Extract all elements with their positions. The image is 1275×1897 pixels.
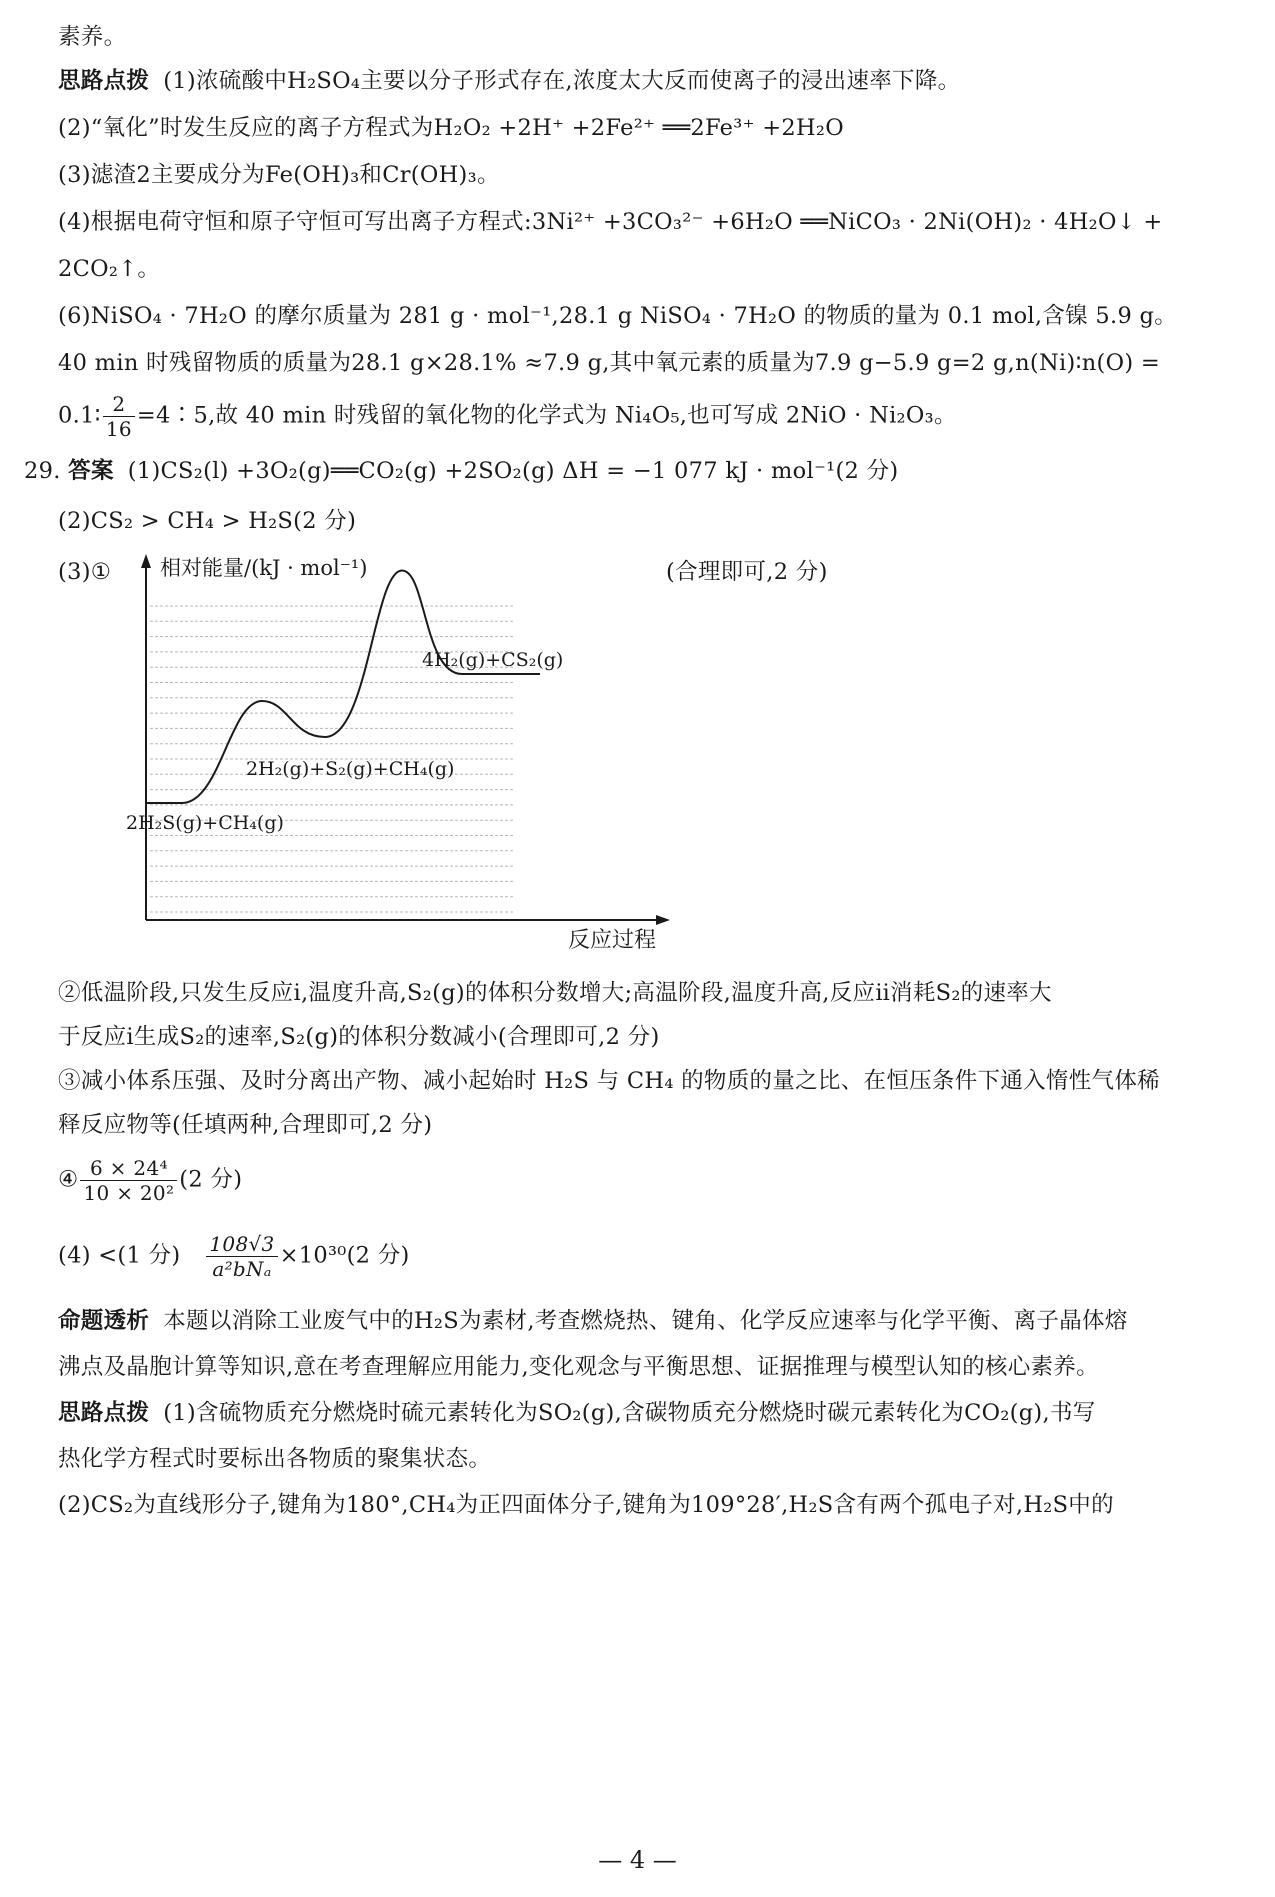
- line-3: (3)滤渣2主要成分为Fe(OH)₃和Cr(OH)₃。: [58, 162, 500, 188]
- y-axis-label: 相对能量/(kJ · mol⁻¹): [160, 556, 368, 580]
- x-axis-label: 反应过程: [568, 928, 657, 953]
- analysis-key: 命题透析: [58, 1308, 150, 1334]
- line-2: (2)“氧化”时发生反应的离子方程式为H₂O₂ +2H⁺ +2Fe²⁺ ══2Fe³⁺ +2H₂O: [58, 115, 844, 141]
- state-label-intermediate: 2H₂(g)+S₂(g)+CH₄(g): [246, 758, 455, 780]
- line-13: 于反应ⅰ生成S₂的速率,S₂(g)的体积分数减小(合理即可,2 分): [58, 1024, 660, 1050]
- state-label-reactants: 2H₂S(g)+CH₄(g): [126, 812, 284, 834]
- fraction: $\frac{2}{16}$: [103, 392, 135, 441]
- line-9: 29. 答案 (1)CS₂(l) +3O₂(g)══CO₂(g) +2SO₂(g) ΔH = −1 077 kJ · mol⁻¹(2 分): [24, 458, 899, 484]
- hint-key: 思路点拨: [58, 1400, 150, 1426]
- line-1: 思路点拨 (1)浓硫酸中H₂SO₄主要以分子形式存在,浓度太大反而使离子的浸出速率下降。: [58, 68, 961, 94]
- answer-key: 答案: [68, 458, 114, 484]
- line-4: (4)根据电荷守恒和原子守恒可写出离子方程式:3Ni²⁺ +3CO₃²⁻ +6H₂O ══NiCO₃ · 2Ni(OH)₂ · 4H₂O↓ +: [58, 209, 1163, 235]
- y-axis-arrow: [141, 554, 151, 568]
- line-0: 素养。: [58, 24, 127, 50]
- question-number: 29.: [24, 458, 61, 484]
- x-axis-arrow: [656, 915, 670, 925]
- line-22: (2)CS₂为直线形分子,键角为180°,CH₄为正四面体分子,键角为109°28′,H₂S含有两个孤电子对,H₂S中的: [58, 1492, 1114, 1518]
- line-8: 0.1∶ $\frac{2}{16}$ =4∶5,故 40 min 时残留的氧化物的化学式为 Ni₄O₅,也可写成 2NiO · Ni₂O₃。: [58, 392, 957, 441]
- line-11-note: (合理即可,2 分): [666, 559, 828, 585]
- line-5: 2CO₂↑。: [58, 256, 161, 282]
- line-6: (6)NiSO₄ · 7H₂O 的摩尔质量为 281 g · mol⁻¹,28.1 g NiSO₄ · 7H₂O 的物质的量为 0.1 mol,含镍 5.9 g。: [58, 303, 1178, 329]
- line-18: 命题透析 本题以消除工业废气中的H₂S为素材,考查燃烧热、键角、化学反应速率与化学平衡、离子晶体熔: [58, 1308, 1128, 1334]
- line-10: (2)CS₂ > CH₄ > H₂S(2 分): [58, 508, 357, 534]
- line-19: 沸点及晶胞计算等知识,意在考查理解应用能力,变化观念与平衡思想、证据推理与模型认知的核心素养。: [58, 1354, 1099, 1380]
- energy-diagram: [120, 548, 680, 968]
- fraction: $\frac{108√3}{\text{a²bNₐ}}$: [206, 1232, 277, 1281]
- line-14: ③减小体系压强、及时分离出产物、减小起始时 H₂S 与 CH₄ 的物质的量之比、在恒压条件下通入惰性气体稀: [58, 1068, 1160, 1094]
- line-11: (3)①: [58, 559, 112, 585]
- line-12: ②低温阶段,只发生反应ⅰ,温度升高,S₂(g)的体积分数增大;高温阶段,温度升高,反应ⅱ消耗S₂的速率大: [58, 980, 1052, 1006]
- hint-key: 思路点拨: [58, 68, 150, 94]
- line-21: 热化学方程式时要标出各物质的聚集状态。: [58, 1446, 492, 1472]
- line-17: (4) <(1 分) $\frac{108√3}{\text{a²bNₐ}}$ ×10³⁰(2 分): [58, 1232, 410, 1281]
- fraction: $\frac{\text{6 × 24⁴}}{\text{10 × 20²}}$: [80, 1156, 177, 1205]
- page-number: — 4 —: [598, 1846, 677, 1874]
- line-16: ④ $\frac{\text{6 × 24⁴}}{\text{10 × 20²}}$ (2 分): [58, 1156, 243, 1205]
- line-15: 释反应物等(任填两种,合理即可,2 分): [58, 1112, 433, 1138]
- state-label-products: 4H₂(g)+CS₂(g): [422, 649, 564, 671]
- line-7: 40 min 时残留物质的质量为28.1 g×28.1% ≈7.9 g,其中氧元素的质量为7.9 g−5.9 g=2 g,n(Ni)∶n(O) =: [58, 350, 1161, 376]
- line-20: 思路点拨 (1)含硫物质充分燃烧时硫元素转化为SO₂(g),含碳物质充分燃烧时碳元素转化为CO₂(g),书写: [58, 1400, 1096, 1426]
